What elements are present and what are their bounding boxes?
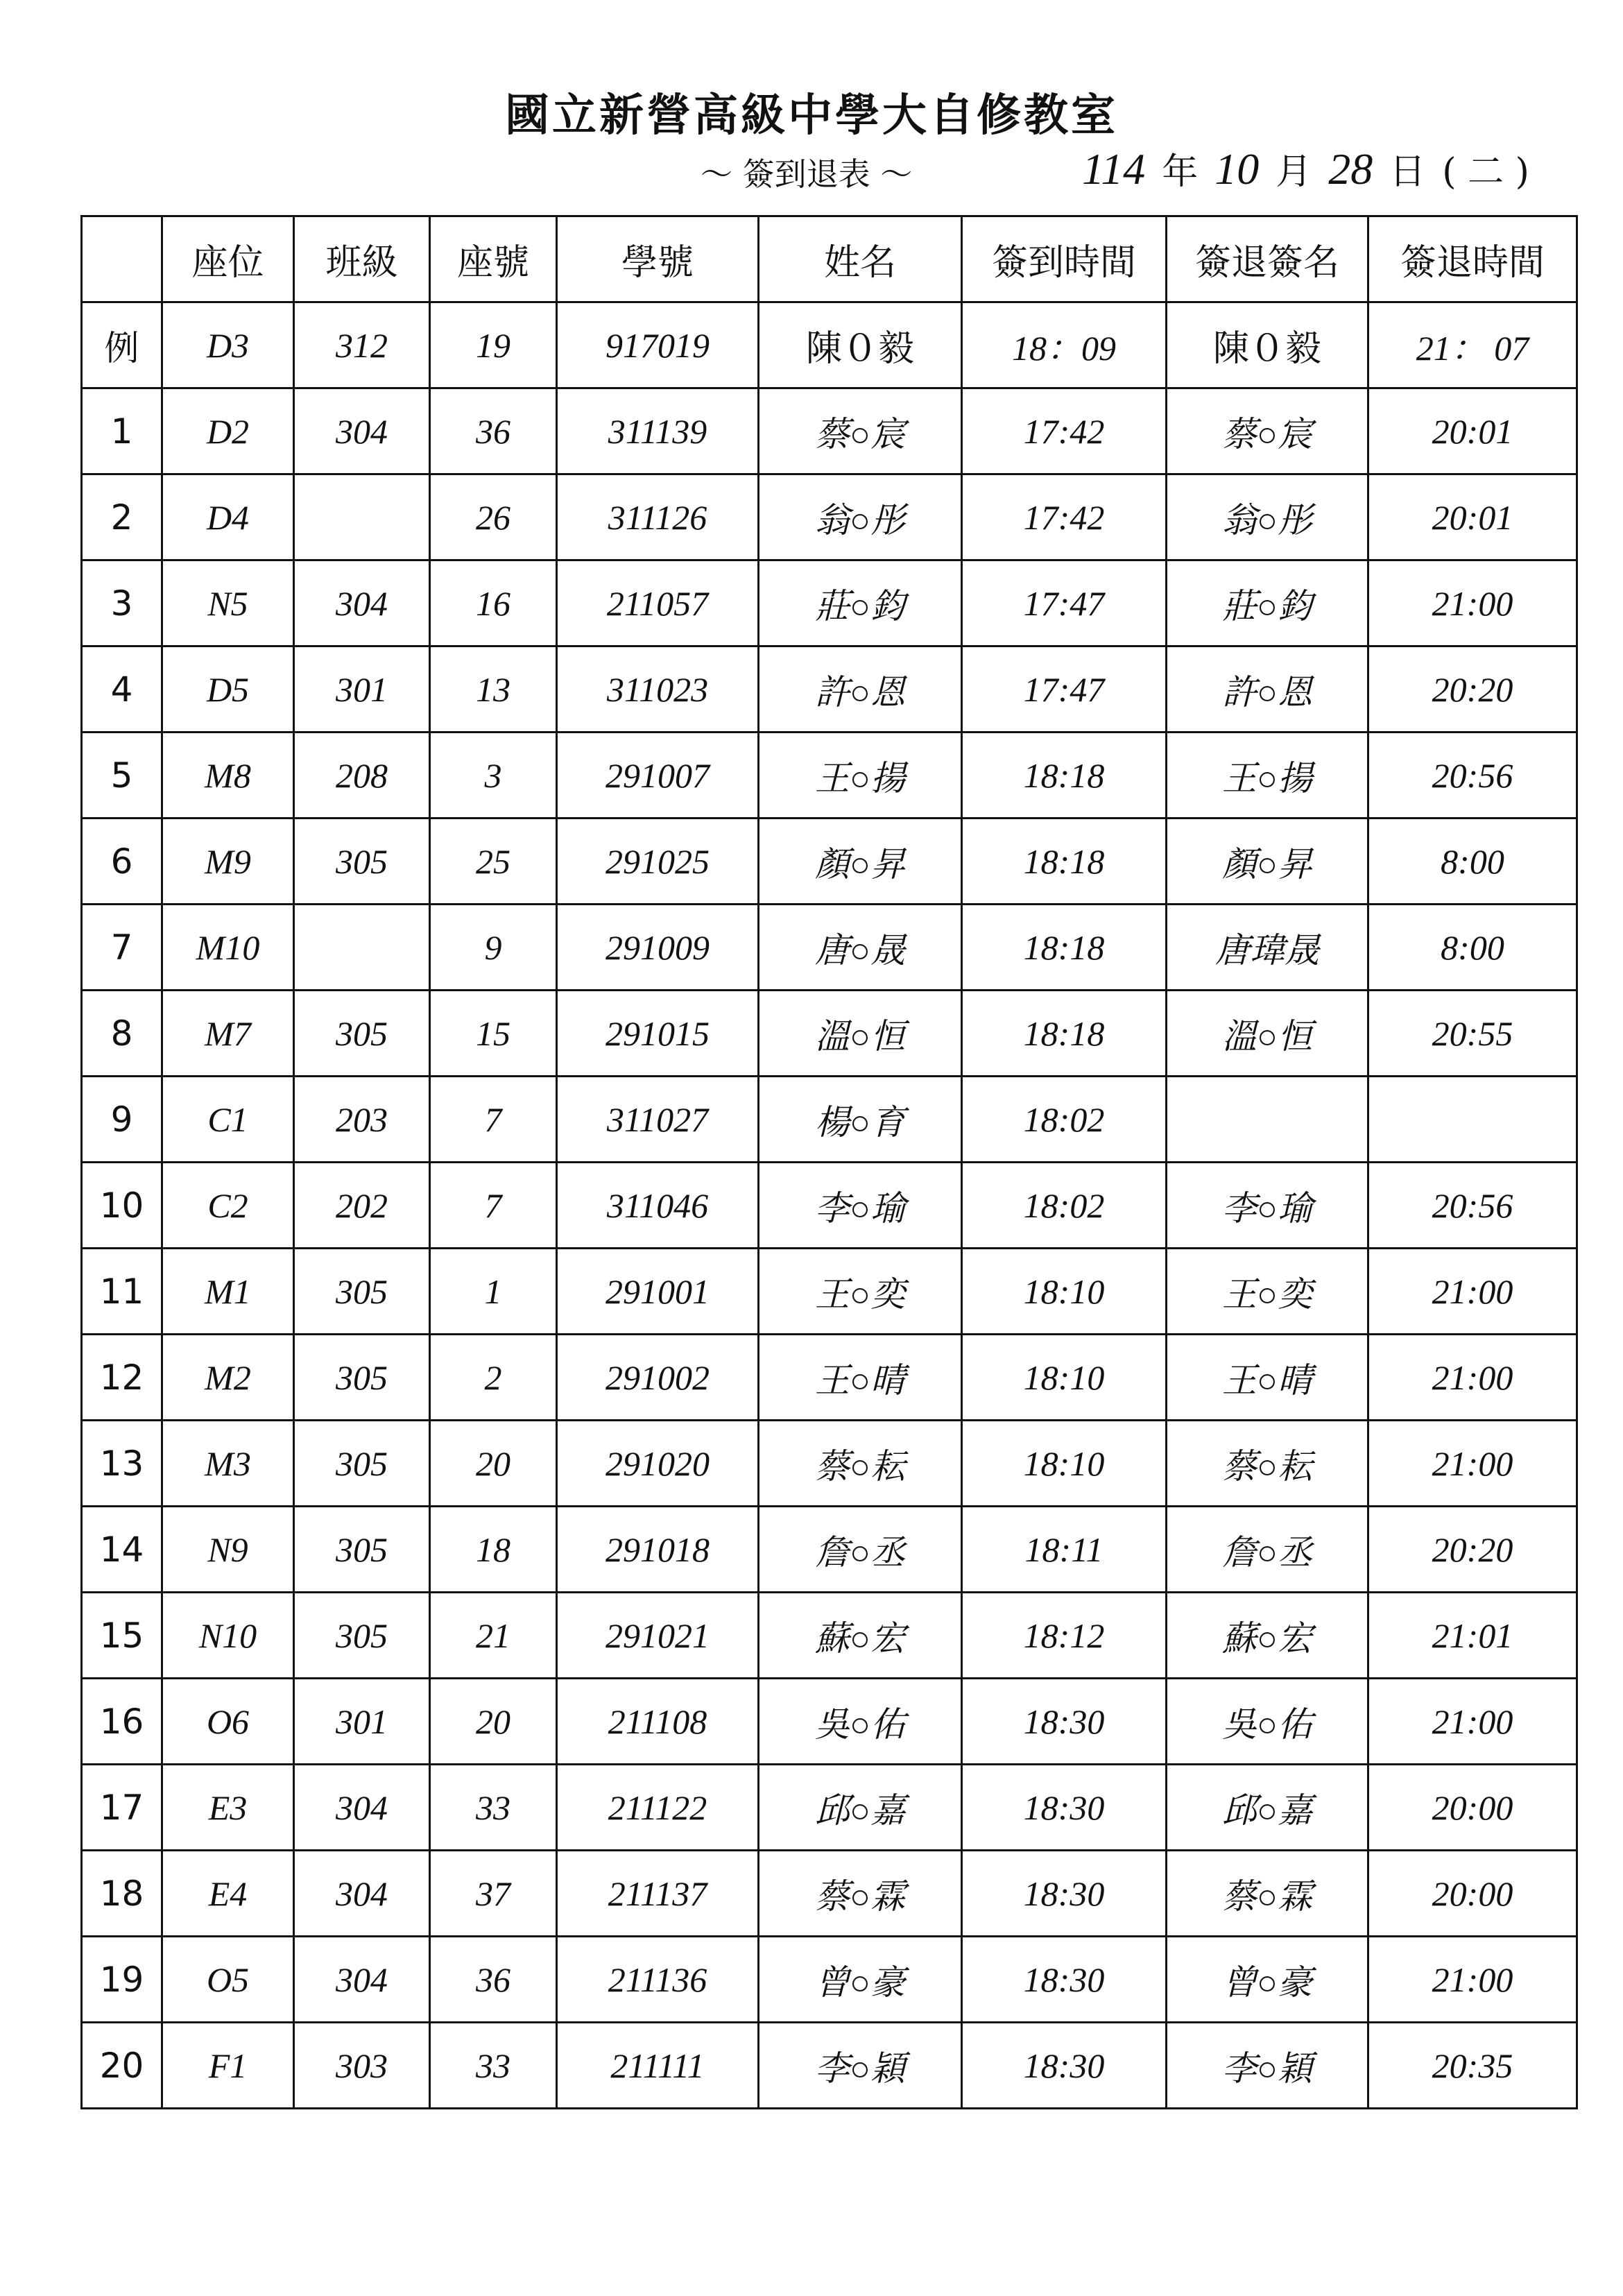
date-month-label: 月 <box>1276 151 1312 193</box>
column-header <box>82 216 162 302</box>
in-time-cell: 18:18 <box>962 819 1167 905</box>
in-time-cell: 18:10 <box>962 1421 1167 1507</box>
name-cell: 王○揚 <box>759 733 962 819</box>
example-row <box>82 302 1577 388</box>
class-cell: 304 <box>294 1851 430 1937</box>
student-id-cell: 291021 <box>557 1593 759 1679</box>
date-weekday: ( 二 ) <box>1442 151 1529 193</box>
student-id-cell: 291025 <box>557 819 759 905</box>
number-cell: 33 <box>430 1765 557 1851</box>
class-cell: 304 <box>294 1937 430 2023</box>
class-cell: 301 <box>294 1679 430 1765</box>
class-cell: 303 <box>294 2023 430 2109</box>
name-cell: 蔡○耘 <box>759 1421 962 1507</box>
name-cell: 蔡○霖 <box>759 1851 962 1937</box>
seat-cell: N10 <box>162 1593 294 1679</box>
in-time-cell: 18:30 <box>962 1765 1167 1851</box>
out-sign-cell: 翁○彤 <box>1167 474 1368 560</box>
row-index: 16 <box>82 1679 162 1765</box>
student-id-cell: 291007 <box>557 733 759 819</box>
out-time-cell: 21:00 <box>1368 1421 1577 1507</box>
row-index: 15 <box>82 1593 162 1679</box>
row-index: 5 <box>82 733 162 819</box>
in-time-cell: 18：09 <box>962 302 1167 388</box>
name-cell: 莊○鈞 <box>759 560 962 646</box>
row-index: 1 <box>82 388 162 474</box>
name-cell: 詹○丞 <box>759 1507 962 1593</box>
out-sign-cell: 王○奕 <box>1167 1249 1368 1335</box>
student-id-cell: 311126 <box>557 474 759 560</box>
in-time-cell: 18:30 <box>962 2023 1167 2109</box>
out-sign-cell: 蘇○宏 <box>1167 1593 1368 1679</box>
seat-cell: C2 <box>162 1163 294 1249</box>
name-cell: 王○奕 <box>759 1249 962 1335</box>
table-row <box>82 474 1577 560</box>
name-cell: 陳０毅 <box>759 302 962 388</box>
student-id-cell: 291001 <box>557 1249 759 1335</box>
seat-cell: M7 <box>162 991 294 1077</box>
out-sign-cell: 詹○丞 <box>1167 1507 1368 1593</box>
table-row <box>82 388 1577 474</box>
in-time-cell: 18:18 <box>962 905 1167 991</box>
student-id-cell: 211137 <box>557 1851 759 1937</box>
out-sign-cell: 王○晴 <box>1167 1335 1368 1421</box>
class-cell: 305 <box>294 819 430 905</box>
student-id-cell: 211057 <box>557 560 759 646</box>
student-id-cell: 291009 <box>557 905 759 991</box>
out-time-cell: 21:00 <box>1368 1249 1577 1335</box>
student-id-cell: 291015 <box>557 991 759 1077</box>
out-time-cell: 20:56 <box>1368 1163 1577 1249</box>
out-time-cell: 20:01 <box>1368 474 1577 560</box>
class-cell <box>294 474 430 560</box>
name-cell: 蘇○宏 <box>759 1593 962 1679</box>
class-cell: 305 <box>294 1421 430 1507</box>
number-cell: 9 <box>430 905 557 991</box>
student-id-cell: 211122 <box>557 1765 759 1851</box>
student-id-cell: 311046 <box>557 1163 759 1249</box>
out-sign-cell: 李○穎 <box>1167 2023 1368 2109</box>
seat-cell: M2 <box>162 1335 294 1421</box>
column-header: 座位 <box>162 216 294 302</box>
table-row <box>82 1937 1577 2023</box>
seat-cell: E3 <box>162 1765 294 1851</box>
table-row <box>82 1851 1577 1937</box>
class-cell: 304 <box>294 388 430 474</box>
column-header: 姓名 <box>759 216 962 302</box>
seat-cell: M1 <box>162 1249 294 1335</box>
row-index: 14 <box>82 1507 162 1593</box>
out-time-cell: 8:00 <box>1368 819 1577 905</box>
row-index: 4 <box>82 646 162 733</box>
row-index: 例 <box>82 302 162 388</box>
out-sign-cell <box>1167 1077 1368 1163</box>
out-sign-cell: 溫○恒 <box>1167 991 1368 1077</box>
table-row <box>82 1249 1577 1335</box>
class-cell: 312 <box>294 302 430 388</box>
row-index: 13 <box>82 1421 162 1507</box>
seat-cell: D4 <box>162 474 294 560</box>
row-index: 18 <box>82 1851 162 1937</box>
row-index: 3 <box>82 560 162 646</box>
name-cell: 李○瑜 <box>759 1163 962 1249</box>
class-cell: 202 <box>294 1163 430 1249</box>
class-cell: 304 <box>294 560 430 646</box>
number-cell: 2 <box>430 1335 557 1421</box>
table-row <box>82 1765 1577 1851</box>
table-row <box>82 1335 1577 1421</box>
name-cell: 顏○昇 <box>759 819 962 905</box>
out-time-cell: 21:01 <box>1368 1593 1577 1679</box>
number-cell: 13 <box>430 646 557 733</box>
number-cell: 15 <box>430 991 557 1077</box>
out-sign-cell: 王○揚 <box>1167 733 1368 819</box>
number-cell: 1 <box>430 1249 557 1335</box>
name-cell: 唐○晟 <box>759 905 962 991</box>
name-cell: 吳○佑 <box>759 1679 962 1765</box>
student-id-cell: 311139 <box>557 388 759 474</box>
row-index: 19 <box>82 1937 162 2023</box>
student-id-cell: 291018 <box>557 1507 759 1593</box>
seat-cell: N5 <box>162 560 294 646</box>
row-index: 6 <box>82 819 162 905</box>
seat-cell: M8 <box>162 733 294 819</box>
class-cell: 304 <box>294 1765 430 1851</box>
seat-cell: D3 <box>162 302 294 388</box>
out-sign-cell: 曾○豪 <box>1167 1937 1368 2023</box>
out-time-cell: 20:20 <box>1368 1507 1577 1593</box>
seat-cell: M3 <box>162 1421 294 1507</box>
class-cell: 208 <box>294 733 430 819</box>
out-time-cell: 21:00 <box>1368 1679 1577 1765</box>
out-sign-cell: 唐瑋晟 <box>1167 905 1368 991</box>
row-index: 12 <box>82 1335 162 1421</box>
student-id-cell: 211136 <box>557 1937 759 2023</box>
seat-cell: M10 <box>162 905 294 991</box>
table-row <box>82 733 1577 819</box>
seat-cell: C1 <box>162 1077 294 1163</box>
number-cell: 26 <box>430 474 557 560</box>
in-time-cell: 17:47 <box>962 646 1167 733</box>
name-cell: 許○恩 <box>759 646 962 733</box>
column-header: 簽退時間 <box>1368 216 1577 302</box>
in-time-cell: 18:02 <box>962 1163 1167 1249</box>
seat-cell: D5 <box>162 646 294 733</box>
out-time-cell: 20:55 <box>1368 991 1577 1077</box>
out-time-cell: 20:01 <box>1368 388 1577 474</box>
out-sign-cell: 陳０毅 <box>1167 302 1368 388</box>
number-cell: 21 <box>430 1593 557 1679</box>
row-index: 2 <box>82 474 162 560</box>
class-cell: 301 <box>294 646 430 733</box>
name-cell: 曾○豪 <box>759 1937 962 2023</box>
seat-cell: O5 <box>162 1937 294 2023</box>
row-index: 8 <box>82 991 162 1077</box>
name-cell: 王○晴 <box>759 1335 962 1421</box>
row-index: 17 <box>82 1765 162 1851</box>
number-cell: 25 <box>430 819 557 905</box>
seat-cell: M9 <box>162 819 294 905</box>
date-year-label: 年 <box>1162 151 1199 193</box>
number-cell: 33 <box>430 2023 557 2109</box>
number-cell: 36 <box>430 1937 557 2023</box>
out-time-cell: 21： 07 <box>1368 302 1577 388</box>
out-time-cell <box>1368 1077 1577 1163</box>
out-sign-cell: 蔡○霖 <box>1167 1851 1368 1937</box>
date-day: 28 <box>1328 144 1373 194</box>
date <box>1082 142 1529 195</box>
out-sign-cell: 李○瑜 <box>1167 1163 1368 1249</box>
seat-cell: E4 <box>162 1851 294 1937</box>
out-sign-cell: 顏○昇 <box>1167 819 1368 905</box>
in-time-cell: 18:18 <box>962 733 1167 819</box>
seat-cell: N9 <box>162 1507 294 1593</box>
row-index: 9 <box>82 1077 162 1163</box>
class-cell: 305 <box>294 1335 430 1421</box>
table-row <box>82 1593 1577 1679</box>
table-row <box>82 819 1577 905</box>
number-cell: 16 <box>430 560 557 646</box>
class-cell: 305 <box>294 1593 430 1679</box>
student-id-cell: 211111 <box>557 2023 759 2109</box>
name-cell: 溫○恒 <box>759 991 962 1077</box>
student-id-cell: 311027 <box>557 1077 759 1163</box>
name-cell: 楊○育 <box>759 1077 962 1163</box>
number-cell: 7 <box>430 1163 557 1249</box>
student-id-cell: 291020 <box>557 1421 759 1507</box>
name-cell: 邱○嘉 <box>759 1765 962 1851</box>
header-row <box>82 216 1577 302</box>
table-row <box>82 1421 1577 1507</box>
out-time-cell: 21:00 <box>1368 1335 1577 1421</box>
row-index: 20 <box>82 2023 162 2109</box>
document-title: 國立新營高級中學大自修教室 <box>505 89 1118 142</box>
in-time-cell: 18:30 <box>962 1851 1167 1937</box>
student-id-cell: 211108 <box>557 1679 759 1765</box>
out-time-cell: 8:00 <box>1368 905 1577 991</box>
in-time-cell: 18:10 <box>962 1249 1167 1335</box>
out-time-cell: 20:00 <box>1368 1765 1577 1851</box>
out-sign-cell: 莊○鈞 <box>1167 560 1368 646</box>
document-subtitle: ～ 簽到退表 ～ <box>701 155 913 193</box>
number-cell: 18 <box>430 1507 557 1593</box>
out-sign-cell: 吳○佑 <box>1167 1679 1368 1765</box>
out-time-cell: 20:20 <box>1368 646 1577 733</box>
out-time-cell: 20:56 <box>1368 733 1577 819</box>
in-time-cell: 17:42 <box>962 388 1167 474</box>
column-header: 座號 <box>430 216 557 302</box>
name-cell: 李○穎 <box>759 2023 962 2109</box>
in-time-cell: 18:18 <box>962 991 1167 1077</box>
student-id-cell: 291002 <box>557 1335 759 1421</box>
table-row <box>82 560 1577 646</box>
number-cell: 20 <box>430 1421 557 1507</box>
table-row <box>82 2023 1577 2109</box>
date-month: 10 <box>1214 144 1260 194</box>
in-time-cell: 17:47 <box>962 560 1167 646</box>
date-year: 114 <box>1082 144 1146 194</box>
out-sign-cell: 蔡○宸 <box>1167 388 1368 474</box>
seat-cell: D2 <box>162 388 294 474</box>
number-cell: 20 <box>430 1679 557 1765</box>
class-cell: 203 <box>294 1077 430 1163</box>
out-sign-cell: 蔡○耘 <box>1167 1421 1368 1507</box>
sign-in-table <box>80 215 1578 2109</box>
name-cell: 翁○彤 <box>759 474 962 560</box>
class-cell: 305 <box>294 1249 430 1335</box>
out-time-cell: 21:00 <box>1368 1937 1577 2023</box>
in-time-cell: 18:12 <box>962 1593 1167 1679</box>
out-time-cell: 21:00 <box>1368 560 1577 646</box>
column-header: 學號 <box>557 216 759 302</box>
out-time-cell: 20:35 <box>1368 2023 1577 2109</box>
table-row <box>82 1163 1577 1249</box>
in-time-cell: 18:30 <box>962 1679 1167 1765</box>
number-cell: 37 <box>430 1851 557 1937</box>
row-index: 11 <box>82 1249 162 1335</box>
column-header: 簽退簽名 <box>1167 216 1368 302</box>
row-index: 7 <box>82 905 162 991</box>
column-header: 班級 <box>294 216 430 302</box>
seat-cell: F1 <box>162 2023 294 2109</box>
table-row <box>82 991 1577 1077</box>
in-time-cell: 18:30 <box>962 1937 1167 2023</box>
class-cell <box>294 905 430 991</box>
seat-cell: O6 <box>162 1679 294 1765</box>
in-time-cell: 18:02 <box>962 1077 1167 1163</box>
table-row <box>82 1507 1577 1593</box>
number-cell: 3 <box>430 733 557 819</box>
number-cell: 36 <box>430 388 557 474</box>
column-header: 簽到時間 <box>962 216 1167 302</box>
out-time-cell: 20:00 <box>1368 1851 1577 1937</box>
in-time-cell: 18:10 <box>962 1335 1167 1421</box>
out-sign-cell: 許○恩 <box>1167 646 1368 733</box>
number-cell: 19 <box>430 302 557 388</box>
out-sign-cell: 邱○嘉 <box>1167 1765 1368 1851</box>
table-row <box>82 905 1577 991</box>
table-row <box>82 1077 1577 1163</box>
in-time-cell: 18:11 <box>962 1507 1167 1593</box>
class-cell: 305 <box>294 1507 430 1593</box>
date-day-label: 日 <box>1389 151 1426 193</box>
class-cell: 305 <box>294 991 430 1077</box>
row-index: 10 <box>82 1163 162 1249</box>
student-id-cell: 311023 <box>557 646 759 733</box>
name-cell: 蔡○宸 <box>759 388 962 474</box>
table-row <box>82 646 1577 733</box>
number-cell: 7 <box>430 1077 557 1163</box>
in-time-cell: 17:42 <box>962 474 1167 560</box>
student-id-cell: 917019 <box>557 302 759 388</box>
table-row <box>82 1679 1577 1765</box>
